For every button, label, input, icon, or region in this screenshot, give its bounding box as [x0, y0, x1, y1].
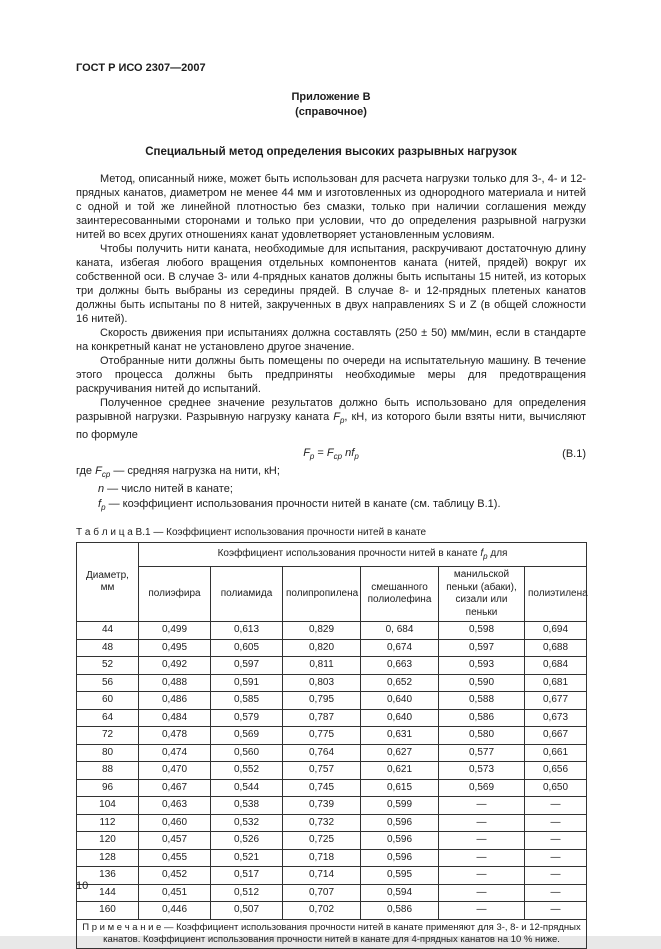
coefficient-cell: 0,593 [439, 657, 525, 675]
variable-letter: nf [342, 446, 355, 459]
column-header-polyethylene: полиэтилена [525, 567, 587, 622]
table-row [77, 639, 587, 657]
coefficient-cell: 0,499 [139, 622, 211, 640]
coefficient-cell: 0,795 [283, 692, 361, 710]
column-header-polypropylene: полипропилена [283, 567, 361, 622]
coefficient-cell: 0,577 [439, 744, 525, 762]
coefficient-cell: 0,478 [139, 727, 211, 745]
column-header-polyester: полиэфира [139, 567, 211, 622]
coefficient-cell: 0,463 [139, 797, 211, 815]
variable-nfp [342, 446, 359, 462]
paragraph-5 [76, 396, 586, 442]
coefficient-cell: 0,512 [211, 884, 283, 902]
coefficient-cell: 0,588 [439, 692, 525, 710]
coefficient-cell: 0,455 [139, 849, 211, 867]
variable-Fcp [326, 446, 343, 462]
variable-fp [480, 548, 487, 559]
coefficient-cell: 0,627 [361, 744, 439, 762]
coefficient-cell: 0,474 [139, 744, 211, 762]
diameter-cell: 72 [77, 727, 139, 745]
diameter-cell: 136 [77, 867, 139, 885]
coefficient-cell: 0,702 [283, 902, 361, 920]
table-row [77, 832, 587, 850]
coefficient-cell: 0,677 [525, 692, 587, 710]
variable-letter: F [303, 446, 310, 459]
table-row [77, 762, 587, 780]
definitions-list [76, 464, 586, 515]
document-code: ГОСТ Р ИСО 2307—2007 [76, 62, 206, 74]
diameter-cell: 52 [77, 657, 139, 675]
table-row [77, 779, 587, 797]
table-row [77, 902, 587, 920]
coefficient-cell: 0,586 [361, 902, 439, 920]
coefficient-cell: 0,507 [211, 902, 283, 920]
coefficient-cell: 0,521 [211, 849, 283, 867]
coefficient-cell: — [439, 867, 525, 885]
coefficient-cell: 0,597 [439, 639, 525, 657]
variable-letter: F [326, 446, 334, 459]
definition-line-2 [76, 482, 586, 497]
coefficient-cell: 0,598 [439, 622, 525, 640]
paragraph-3: Скорость движения при испытаниях должна составлять (250 ± 50) мм/мин, если в стандарте на конкретный канат не установлено другое значение. [76, 326, 586, 353]
variable-letter: F [95, 465, 102, 478]
diameter-cell: 80 [77, 744, 139, 762]
table-header-row-1 [77, 543, 587, 567]
variable-subscript: ср [101, 470, 111, 480]
coefficient-cell: — [439, 797, 525, 815]
coefficient-cell: 0,569 [211, 727, 283, 745]
note-label: П р и м е ч а н и е [82, 921, 162, 933]
coefficient-cell: — [439, 884, 525, 902]
diameter-cell: 112 [77, 814, 139, 832]
coefficient-cell: 0,596 [361, 814, 439, 832]
coefficient-cell: 0,569 [439, 779, 525, 797]
diameter-cell: 56 [77, 674, 139, 692]
coefficient-cell: 0,621 [361, 762, 439, 780]
column-header-mixed-polyolefin: смешанного полиолефина [361, 567, 439, 622]
table-header-span [139, 543, 587, 567]
coefficient-cell: 0,488 [139, 674, 211, 692]
coefficient-cell: 0,594 [361, 884, 439, 902]
table-row [77, 727, 587, 745]
coefficient-cell: 0,684 [525, 657, 587, 675]
coefficient-cell: 0,552 [211, 762, 283, 780]
coefficient-cell: 0,661 [525, 744, 587, 762]
coefficient-cell: 0,787 [283, 709, 361, 727]
coefficient-cell: 0,674 [361, 639, 439, 657]
coefficient-cell: 0,517 [211, 867, 283, 885]
coefficient-cell: 0,673 [525, 709, 587, 727]
diameter-cell: 120 [77, 832, 139, 850]
definition-text: — средняя нагрузка на нити, кН; [110, 465, 280, 478]
coefficient-cell: 0,640 [361, 692, 439, 710]
coefficient-cell: — [439, 902, 525, 920]
definition-line-1 [76, 464, 586, 482]
variable-subscript: р [101, 503, 106, 513]
section-title: Специальный метод определения высоких разрывных нагрузок [145, 145, 517, 158]
coefficient-cell: 0,605 [211, 639, 283, 657]
diameter-cell: 48 [77, 639, 139, 657]
paragraph-text: , кН, из которого были взяты нити, вычисляют по формуле [76, 410, 586, 441]
coefficient-cell: 0,591 [211, 674, 283, 692]
coefficient-cell: 0,739 [283, 797, 361, 815]
coefficient-cell: 0,579 [211, 709, 283, 727]
coefficient-cell: 0,764 [283, 744, 361, 762]
page-number: 10 [76, 880, 89, 892]
table-row [77, 744, 587, 762]
definition-text: — число нитей в канате; [104, 483, 233, 496]
diameter-cell: 160 [77, 902, 139, 920]
table-row [77, 884, 587, 902]
coefficient-cell: 0,718 [283, 849, 361, 867]
coefficient-cell: 0,446 [139, 902, 211, 920]
header-span-text: Коэффициент использования прочности нитей в канате [217, 547, 481, 559]
equals-sign: = [314, 446, 327, 459]
formula [116, 447, 546, 461]
coefficient-cell: — [525, 884, 587, 902]
coefficient-cell: 0,467 [139, 779, 211, 797]
table-header-row-2 [77, 567, 587, 622]
table-row [77, 709, 587, 727]
diameter-cell: 60 [77, 692, 139, 710]
coefficient-cell: 0,745 [283, 779, 361, 797]
table-row [77, 797, 587, 815]
variable-letter: F [333, 410, 340, 423]
coefficient-cell: 0,663 [361, 657, 439, 675]
table-row [77, 692, 587, 710]
coefficient-cell: 0,631 [361, 727, 439, 745]
coefficient-cell: 0,775 [283, 727, 361, 745]
coefficient-cell: 0,492 [139, 657, 211, 675]
appendix-label: Приложение В [291, 91, 371, 103]
variable-letter: f [98, 498, 102, 511]
coefficient-cell: 0,596 [361, 849, 439, 867]
coefficient-cell: 0,532 [211, 814, 283, 832]
coefficient-cell: 0,486 [139, 692, 211, 710]
coefficient-cell: 0,599 [361, 797, 439, 815]
table-note [77, 919, 587, 948]
coefficient-cell: 0,829 [283, 622, 361, 640]
variable-subscript: р [483, 551, 488, 561]
coefficient-cell: — [439, 832, 525, 850]
note-separator: — [161, 921, 177, 933]
coefficient-cell: 0,452 [139, 867, 211, 885]
coefficient-cell: — [525, 867, 587, 885]
note-text: Коэффициент использования прочности нитей в канате применяют для 3-, 8- и 12-прядных канатов. Коэффициент использования прочности нитей в канате для 4-прядных канатов на 10 % ниже. [103, 921, 581, 945]
coefficient-cell: 0,652 [361, 674, 439, 692]
coefficient-cell: 0,820 [283, 639, 361, 657]
variable-Fp [303, 446, 315, 462]
column-header-polyamide: полиамида [211, 567, 283, 622]
coefficient-cell: 0,457 [139, 832, 211, 850]
coefficient-cell: 0,714 [283, 867, 361, 885]
paragraph-text: Полученное среднее значение результатов должно быть использовано для определения разрывной нагрузки. Разрывную нагрузку каната [76, 396, 586, 423]
table-footer [77, 919, 587, 948]
coefficient-cell: 0,580 [439, 727, 525, 745]
coefficient-cell: 0,560 [211, 744, 283, 762]
diameter-cell: 96 [77, 779, 139, 797]
variable-subscript: р [354, 452, 359, 462]
coefficient-cell: 0,451 [139, 884, 211, 902]
diameter-cell: 128 [77, 849, 139, 867]
coefficient-cell: 0,707 [283, 884, 361, 902]
coefficient-cell: 0,586 [439, 709, 525, 727]
coefficient-cell: 0,650 [525, 779, 587, 797]
coefficient-cell: 0,694 [525, 622, 587, 640]
formula-number: (В.1) [562, 447, 586, 460]
coefficient-cell: 0,732 [283, 814, 361, 832]
header-span-text: для [487, 547, 508, 559]
coefficients-table [76, 542, 587, 948]
coefficient-cell: — [525, 814, 587, 832]
coefficient-cell: 0,526 [211, 832, 283, 850]
coefficient-cell: 0,544 [211, 779, 283, 797]
coefficient-cell: 0,803 [283, 674, 361, 692]
column-header-manila-hemp: манильской пеньки (абаки), сизали или пеньки [439, 567, 525, 622]
coefficient-cell: 0,688 [525, 639, 587, 657]
appendix-heading [76, 90, 586, 120]
coefficient-cell: 0,757 [283, 762, 361, 780]
variable-F [333, 411, 344, 423]
variable-letter: n [98, 483, 105, 496]
diameter-cell: 144 [77, 884, 139, 902]
table-header [77, 543, 587, 622]
coefficient-cell: 0,573 [439, 762, 525, 780]
coefficient-cell: 0,595 [361, 867, 439, 885]
variable-subscript: ср [333, 452, 343, 462]
paragraph-4: Отобранные нити должны быть помещены по очереди на испытательную машину. В течение этого процесса должны быть предприняты необходимые меры для предотвращения раскручивания нитей до испытаний. [76, 354, 586, 395]
variable-subscript: р [309, 452, 315, 462]
note-row [77, 919, 587, 948]
definition-line-3 [76, 497, 586, 515]
variable-Fcp [95, 465, 111, 480]
coefficient-cell: 0,640 [361, 709, 439, 727]
diameter-cell: 88 [77, 762, 139, 780]
coefficient-cell: 0,613 [211, 622, 283, 640]
table-row [77, 849, 587, 867]
coefficient-cell: 0,681 [525, 674, 587, 692]
coefficient-cell: 0, 684 [361, 622, 439, 640]
variable-fp [98, 498, 106, 513]
coefficient-cell: — [439, 814, 525, 832]
appendix-type: (справочное) [295, 105, 367, 118]
coefficient-cell: 0,811 [283, 657, 361, 675]
variable-subscript: р [339, 415, 345, 425]
coefficient-cell: 0,656 [525, 762, 587, 780]
coefficient-cell: 0,538 [211, 797, 283, 815]
definition-text: — коэффициент использования прочности нитей в канате (см. таблицу В.1). [105, 498, 501, 511]
formula-block [76, 447, 586, 461]
diameter-cell: 44 [77, 622, 139, 640]
coefficient-cell: 0,460 [139, 814, 211, 832]
column-header-diameter: Диаметр, мм [77, 543, 139, 622]
coefficient-cell: — [525, 849, 587, 867]
coefficient-cell: 0,615 [361, 779, 439, 797]
table-body [77, 622, 587, 920]
paragraph-2: Чтобы получить нити каната, необходимые для испытания, раскручивают достаточную длину каната, избегая любого вращения отдельных компонентов каната (нитей, прядей) вокруг их собственной оси. В случае 3- или 4-прядных канатов должны быть испытаны 15 нитей, из которых три должны быть выбраны из середины прядей. В случае 8- и 12-прядных плетеных канатов должны быть испытаны по 8 нитей, закрученных в двух направлениях S и Z (в общей сложности 16 нитей). [76, 242, 586, 325]
table-row [77, 674, 587, 692]
where-label: где [76, 465, 96, 478]
coefficient-cell: — [439, 849, 525, 867]
coefficient-cell: 0,495 [139, 639, 211, 657]
coefficient-cell: 0,725 [283, 832, 361, 850]
diameter-cell: 104 [77, 797, 139, 815]
coefficient-cell: 0,597 [211, 657, 283, 675]
table-caption: Т а б л и ц а В.1 — Коэффициент использования прочности нитей в канате [76, 527, 427, 539]
coefficient-cell: 0,596 [361, 832, 439, 850]
table-row [77, 657, 587, 675]
coefficient-cell: 0,585 [211, 692, 283, 710]
paragraph-1: Метод, описанный ниже, может быть использован для расчета нагрузки только для 3-, 4- и 12-прядных канатов, диаметром не менее 44 мм и изготовленных из однородного материала и нитей с одной и той же линейной плотностью без смазки, только при наличии соглашения между заинтересованными сторонами и только при условии, что до определения разрывной нагрузки нитей во всех других отношениях канат удовлетворяет установленным условиям. [76, 172, 586, 241]
coefficient-cell: — [525, 832, 587, 850]
table-row [77, 867, 587, 885]
diameter-cell: 64 [77, 709, 139, 727]
coefficient-cell: 0,470 [139, 762, 211, 780]
coefficient-cell: — [525, 797, 587, 815]
coefficient-cell: — [525, 902, 587, 920]
variable-letter: f [480, 547, 484, 559]
table-row [77, 622, 587, 640]
coefficient-cell: 0,484 [139, 709, 211, 727]
coefficient-cell: 0,667 [525, 727, 587, 745]
table-row [77, 814, 587, 832]
coefficient-cell: 0,590 [439, 674, 525, 692]
